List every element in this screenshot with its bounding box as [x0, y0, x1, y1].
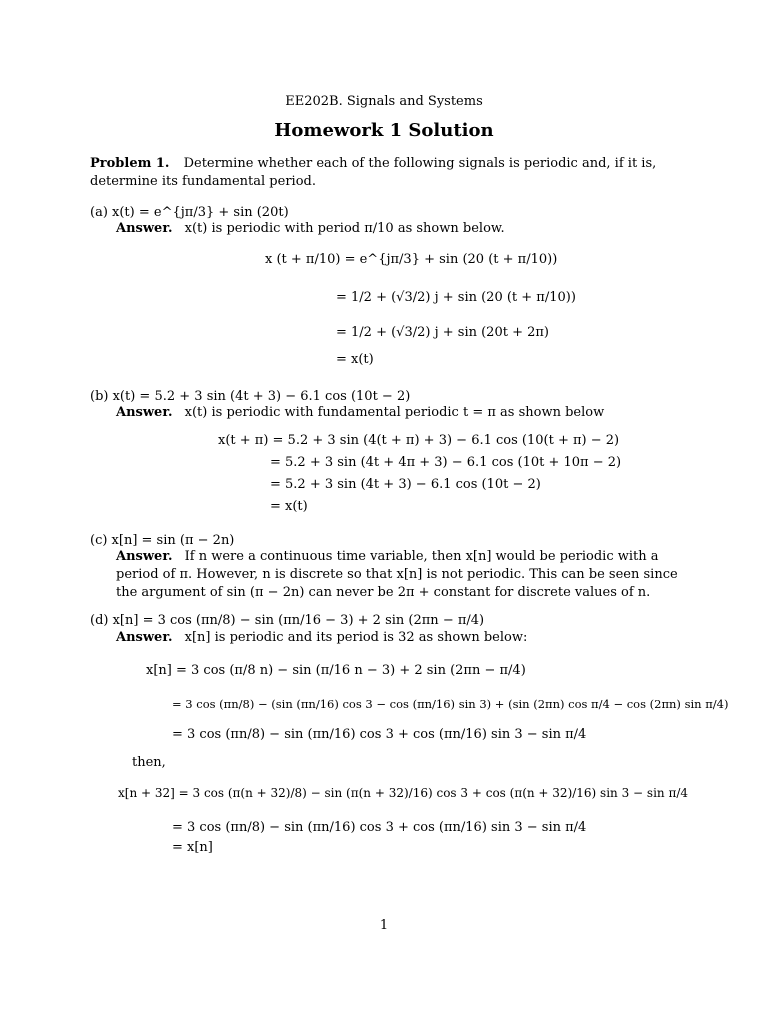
page-number: 1	[379, 918, 389, 933]
part-a-answer-text: x(t) is periodic with period π/10 as shown below.	[184, 221, 505, 236]
part-a-eq3: = 1/2 + (√3/2) j + sin (20t + 2π)	[336, 325, 549, 340]
part-b-eq4: = x(t)	[270, 499, 308, 514]
part-c-answer-label: Answer.	[116, 549, 173, 564]
part-a-eq2: = 1/2 + (√3/2) j + sin (20 (t + π/10))	[336, 290, 576, 305]
problem-statement	[90, 155, 680, 191]
part-d-answer-text: x[n] is periodic and its period is 32 as shown below:	[184, 630, 528, 645]
part-b-eq3: = 5.2 + 3 sin (4t + 3) − 6.1 cos (10t − 2)	[270, 477, 541, 492]
problem-label: Problem 1.	[90, 156, 170, 171]
part-b-answer	[116, 404, 680, 422]
part-c-answer	[116, 548, 680, 602]
problem-text: Determine whether each of the following signals is periodic and, if it is, determine its fundamental period.	[90, 156, 657, 189]
part-d-eq5: = 3 cos (πn/8) − sin (πn/16) cos 3 + cos (πn/16) sin 3 − sin π/4	[172, 820, 587, 835]
part-d-answer	[116, 629, 680, 647]
part-d-eq1: x[n] = 3 cos (π/8 n) − sin (π/16 n − 3) + 2 sin (2πn − π/4)	[146, 663, 526, 678]
part-d-eq4: x[n + 32] = 3 cos (π(n + 32)/8) − sin (π(n + 32)/16) cos 3 + cos (π(n + 32)/16) sin 3 − sin π/4	[118, 786, 689, 800]
part-c-answer-text: If n were a continuous time variable, then x[n] would be periodic with a period of π. However, n is discrete so that x[n] is not periodic. This can be seen since the argument of sin (π − 2n) can never be 2π + constant for discrete values of n.	[116, 549, 678, 600]
part-b-answer-text: x(t) is periodic with fundamental periodic t = π as shown below	[184, 405, 605, 420]
part-d-question: (d) x[n] = 3 cos (πn/8) − sin (πn/16 − 3) + 2 sin (2πn − π/4)	[90, 613, 485, 628]
part-d-eq6: = x[n]	[172, 840, 213, 855]
course-header: EE202B. Signals and Systems	[285, 94, 483, 109]
part-d-then: then,	[132, 755, 166, 770]
part-c-question: (c) x[n] = sin (π − 2n)	[90, 533, 235, 548]
part-b-question: (b) x(t) = 5.2 + 3 sin (4t + 3) − 6.1 cos (10t − 2)	[90, 389, 411, 404]
part-a-eq4: = x(t)	[336, 352, 374, 367]
part-b-answer-label: Answer.	[116, 405, 173, 420]
part-a-eq1: x (t + π/10) = e^{jπ/3} + sin (20 (t + π/10))	[265, 252, 558, 267]
part-d-answer-label: Answer.	[116, 630, 173, 645]
part-b-eq2: = 5.2 + 3 sin (4t + 4π + 3) − 6.1 cos (10t + 10π − 2)	[270, 455, 622, 470]
part-a-answer-label: Answer.	[116, 221, 173, 236]
part-b-eq1: x(t + π) = 5.2 + 3 sin (4(t + π) + 3) − 6.1 cos (10(t + π) − 2)	[218, 433, 620, 448]
part-a-answer	[116, 220, 680, 238]
part-a-question: (a) x(t) = e^{jπ/3} + sin (20t)	[90, 205, 289, 220]
document-title: Homework 1 Solution	[274, 120, 494, 141]
part-d-eq2: = 3 cos (πn/8) − (sin (πn/16) cos 3 − cos (πn/16) sin 3) + (sin (2πn) cos π/4 − cos (2πn) sin π/4)	[172, 697, 729, 711]
part-d-eq3: = 3 cos (πn/8) − sin (πn/16) cos 3 + cos (πn/16) sin 3 − sin π/4	[172, 727, 587, 742]
